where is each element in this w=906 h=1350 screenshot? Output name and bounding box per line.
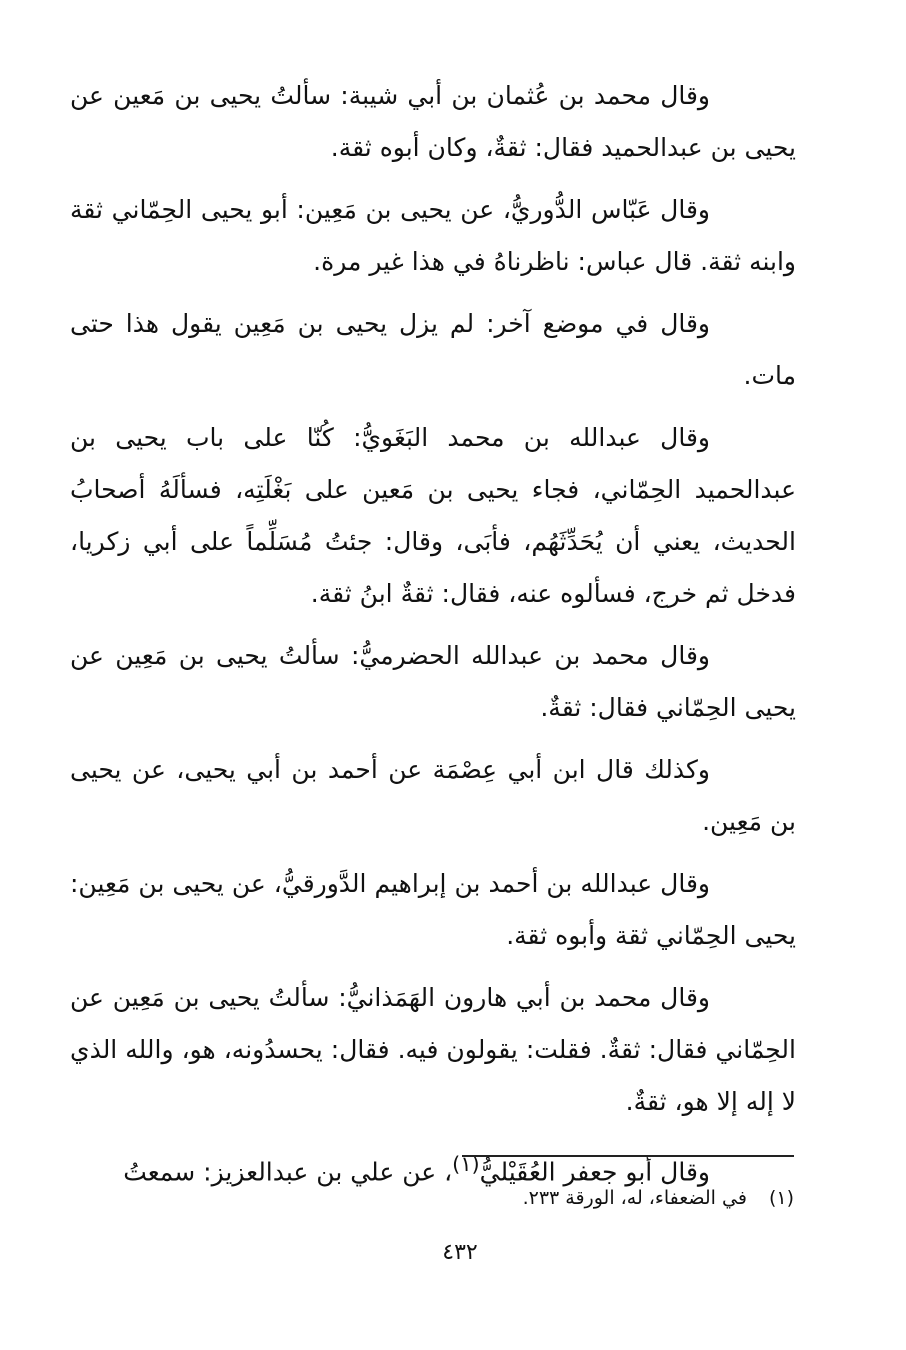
- footnote-marker: (١): [452, 1152, 480, 1176]
- paragraph-alhamadhani: وقال محمد بن أبي هارون الهَمَذانيُّ: سألتُ يحيى بن مَعِين عن الحِمّاني فقال: ثقةٌ. فقلت: يقولون فيه. فقال: يحسدُونه، هو، والله الذي لا إله إلا هو، ثقةٌ.: [70, 983, 796, 1116]
- paragraph-ibn-abi-shayba: وقال محمد بن عُثمان بن أبي شيبة: سألتُ يحيى بن مَعين عن يحيى بن عبدالحميد فقال: ثقةٌ، وكان أبوه ثقة.: [70, 81, 796, 162]
- footnote-number: (١): [768, 1187, 794, 1209]
- paragraph-alhadrami: وقال محمد بن عبدالله الحضرميُّ: سألتُ يحيى بن مَعِين عن يحيى الحِمّاني فقال: ثقةٌ.: [70, 641, 796, 722]
- paragraph-albaghawi: وقال عبدالله بن محمد البَغَويُّ: كُنّا على باب يحيى بن عبدالحميد الحِمّاني، فجاء يحيى بن مَعين على بَغْلَتِه، فسألَهُ أصحابُ الحديث، يعني أن يُحَدِّثَهُم، فأبَى، وقال: جئتُ مُسَلِّماً على أبي زكريا، فدخل ثم خرج، فسألوه عنه، فقال: ثقةٌ ابنُ ثقة.: [70, 423, 796, 608]
- page-number: ٤٣٢: [442, 1240, 478, 1265]
- paragraph-another-place: وقال في موضع آخر: لم يزل يحيى بن مَعِين يقول هذا حتى مات.: [70, 309, 796, 390]
- paragraph-ibn-abi-isma: وكذلك قال ابن أبي عِصْمَة عن أحمد بن أبي يحيى، عن يحيى بن مَعِين.: [70, 755, 796, 836]
- footnote: [300, 1183, 794, 1213]
- paragraph-aluqayli-start: وقال أبو جعفر العُقَيْليُّ: [479, 1157, 710, 1187]
- paragraph-aluqayli-end: ، عن علي بن عبدالعزيز: سمعتُ: [123, 1157, 453, 1187]
- footnote-text: في الضعفاء، له، الورقة ٢٣٣.: [522, 1187, 747, 1209]
- paragraph-aldawraqi: وقال عبدالله بن أحمد بن إبراهيم الدَّورقيُّ، عن يحيى بن مَعِين: يحيى الحِمّاني ثقة وأبوه ثقة.: [70, 869, 796, 950]
- footnote-divider: [462, 1155, 794, 1157]
- page-body: [70, 70, 796, 1198]
- paragraph-abbas-aldouri: وقال عَبّاس الدُّوريُّ، عن يحيى بن مَعِين: أبو يحيى الحِمّاني ثقة وابنه ثقة. قال عباس: ناظرناهُ في هذا غير مرة.: [70, 195, 796, 276]
